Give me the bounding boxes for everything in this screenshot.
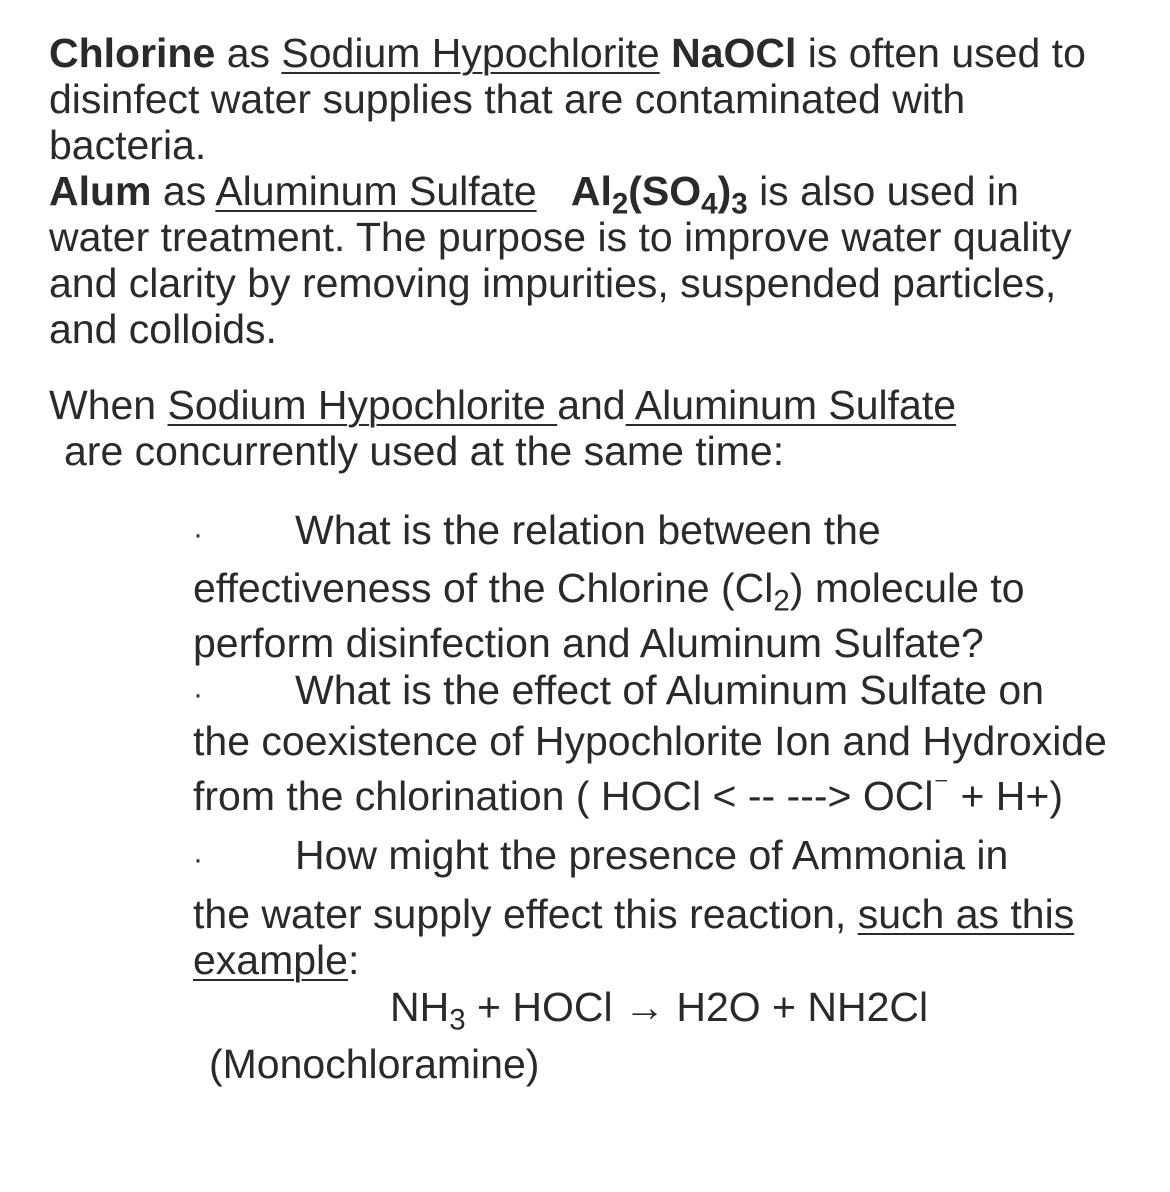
term-sodium-hypochlorite: Sodium Hypochlorite [281, 30, 660, 76]
formula-part: Al [570, 168, 612, 214]
question-list [193, 504, 1133, 1087]
text-and: and [557, 382, 626, 428]
example-link-text: such as this example [193, 891, 1075, 983]
question-text: : [347, 937, 360, 983]
formula-superscript: ⁻ [933, 769, 950, 803]
term-aluminum-sulfate: Aluminum Sulfate [625, 382, 957, 428]
term-chlorine: Chlorine [49, 30, 216, 76]
question-text: ) molecule to perform disinfection and Aluminum Sulfate? [193, 565, 1025, 666]
term-sodium-hypochlorite: Sodium Hypochlorite [167, 382, 558, 428]
question-text: What is the effect of Aluminum Sulfate on [295, 667, 1045, 713]
question-item [193, 504, 1133, 671]
bullet-dot: · [193, 678, 203, 711]
document-body [49, 30, 1129, 1087]
text-when: When [49, 382, 168, 428]
bullet-dot: · [193, 843, 203, 876]
question-first-line [193, 504, 1133, 561]
question-text: How might the presence of Ammonia in [295, 832, 1009, 878]
text-as: as [151, 168, 216, 214]
question-text: What is the relation between the [295, 507, 881, 553]
formula-part: (SO [628, 168, 702, 214]
paragraph-chlorine [49, 30, 1129, 168]
reaction-equation [390, 983, 1133, 1037]
formula-aluminum-sulfate [570, 168, 748, 221]
product-name: (Monochloramine) [209, 1041, 540, 1087]
paragraph-alum-text: is also used in water treatment. The purpose is to improve water quality and clarity by removing impurities, suspended particles, and colloids. [49, 168, 1072, 352]
formula-subscript: 3 [449, 1003, 466, 1037]
question-first-line [193, 832, 1133, 883]
question-text: + H+) [949, 773, 1063, 819]
equation-text: NH [390, 984, 450, 1030]
question-text: the water supply effect this reaction, [193, 891, 858, 937]
paragraph-chlorine-text: is often used to disinfect water supplies that are contaminated with bacteria. [49, 30, 1086, 168]
paragraph-concurrent-line2: are concurrently used at the same time: [64, 428, 785, 474]
paragraph-alum [49, 168, 1129, 352]
formula-subscript: 3 [731, 187, 748, 221]
spacer [49, 352, 1129, 382]
formula-naocl: NaOCl [671, 30, 797, 76]
term-aluminum-sulfate: Aluminum Sulfate [215, 168, 537, 214]
term-alum: Alum [49, 168, 152, 214]
question-item [193, 832, 1133, 983]
formula-part: ) [717, 168, 732, 214]
formula-subscript: 4 [701, 187, 718, 221]
question-text: effectiveness of the Chlorine (Cl [193, 565, 774, 611]
formula-subscript: 2 [773, 584, 790, 618]
question-first-line [193, 667, 1133, 714]
paragraph-concurrent [49, 382, 1129, 428]
question-text: the coexistence of Hypochlorite Ion and Hydroxide from the chlorination ( HOCl < -- ---> OCl [193, 718, 1107, 819]
bullet-dot: · [193, 518, 203, 551]
equation-text: + HOCl → H2O + NH2Cl [465, 984, 929, 1030]
question-rest [193, 718, 1107, 819]
text-as: as [215, 30, 282, 76]
formula-subscript: 2 [611, 187, 629, 221]
question-item [193, 667, 1133, 824]
